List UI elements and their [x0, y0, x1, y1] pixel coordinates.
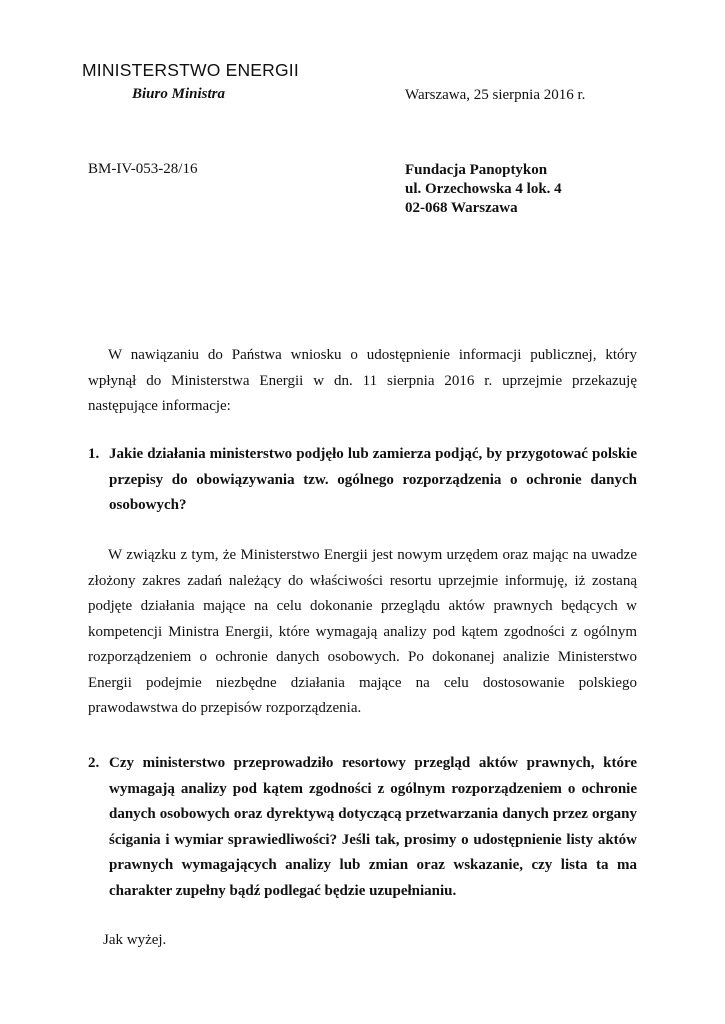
question-2-number: 2.	[88, 755, 100, 771]
question-2-text: Czy ministerstwo przeprowadziło resortowy przegląd aktów prawnych, które wymagają analizy pod kątem zgodności z ogólnym rozporządzeniem o ochronie danych osobowych oraz dyrektywą dotyczącą przetwarzania danych przez organy ścigania i wymiar sprawiedliwości? Jeśli tak, prosimy o udostępnienie listy aktów prawnych wymagających analizy lub zmian oraz wskazanie, czy lista ta ma charakter zupełny bądź podlegać będzie uzupełnianiu.	[109, 755, 637, 899]
answer-1-paragraph: W związku z tym, że Ministerstwo Energii jest nowym urzędem oraz mając na uwadze złożony zakres zadań należący do właściwości resortu uprzejmie informuję, iż zostaną podjęte działania mające na celu dokonanie przeglądu aktów prawnych będących w kompetencji Ministra Energii, które wymagają analizy pod kątem zgodności z ogólnym rozporządzeniem o ochronie danych osobowych. Po dokonanej analizie Ministerstwo Energii podejmie niezbędne działania mające na celu dostosowanie polskiego prawodawstwa do przepisów rozporządzenia.	[88, 547, 637, 716]
recipient-name: Fundacja Panoptykon	[405, 162, 548, 178]
question-1	[88, 442, 637, 519]
recipient-address	[405, 161, 562, 218]
question-1-number: 1.	[88, 446, 100, 462]
place-date: Warszawa, 25 sierpnia 2016 r.	[405, 87, 586, 103]
ministry-name: MINISTERSTWO ENERGII	[82, 60, 299, 80]
recipient-city: 02-068 Warszawa	[405, 200, 518, 216]
question-2	[88, 751, 637, 904]
question-1-text: Jakie działania ministerstwo podjęło lub zamierza podjąć, by przygotować polskie przepisy do obowiązywania tzw. ogólnego rozporządzenia o ochronie danych osobowych?	[109, 446, 637, 513]
reference-number: BM-IV-053-28/16	[88, 161, 198, 177]
intro-paragraph: W nawiązaniu do Państwa wniosku o udostępnienie informacji publicznej, który wpłynął do Ministerstwa Energii w dn. 11 sierpnia 2016 r. uprzejmie przekazuję następujące informacje:	[88, 347, 637, 414]
recipient-street: ul. Orzechowska 4 lok. 4	[405, 181, 562, 197]
office-name: Biuro Ministra	[132, 86, 225, 102]
answer-2-text: Jak wyżej.	[103, 932, 167, 948]
